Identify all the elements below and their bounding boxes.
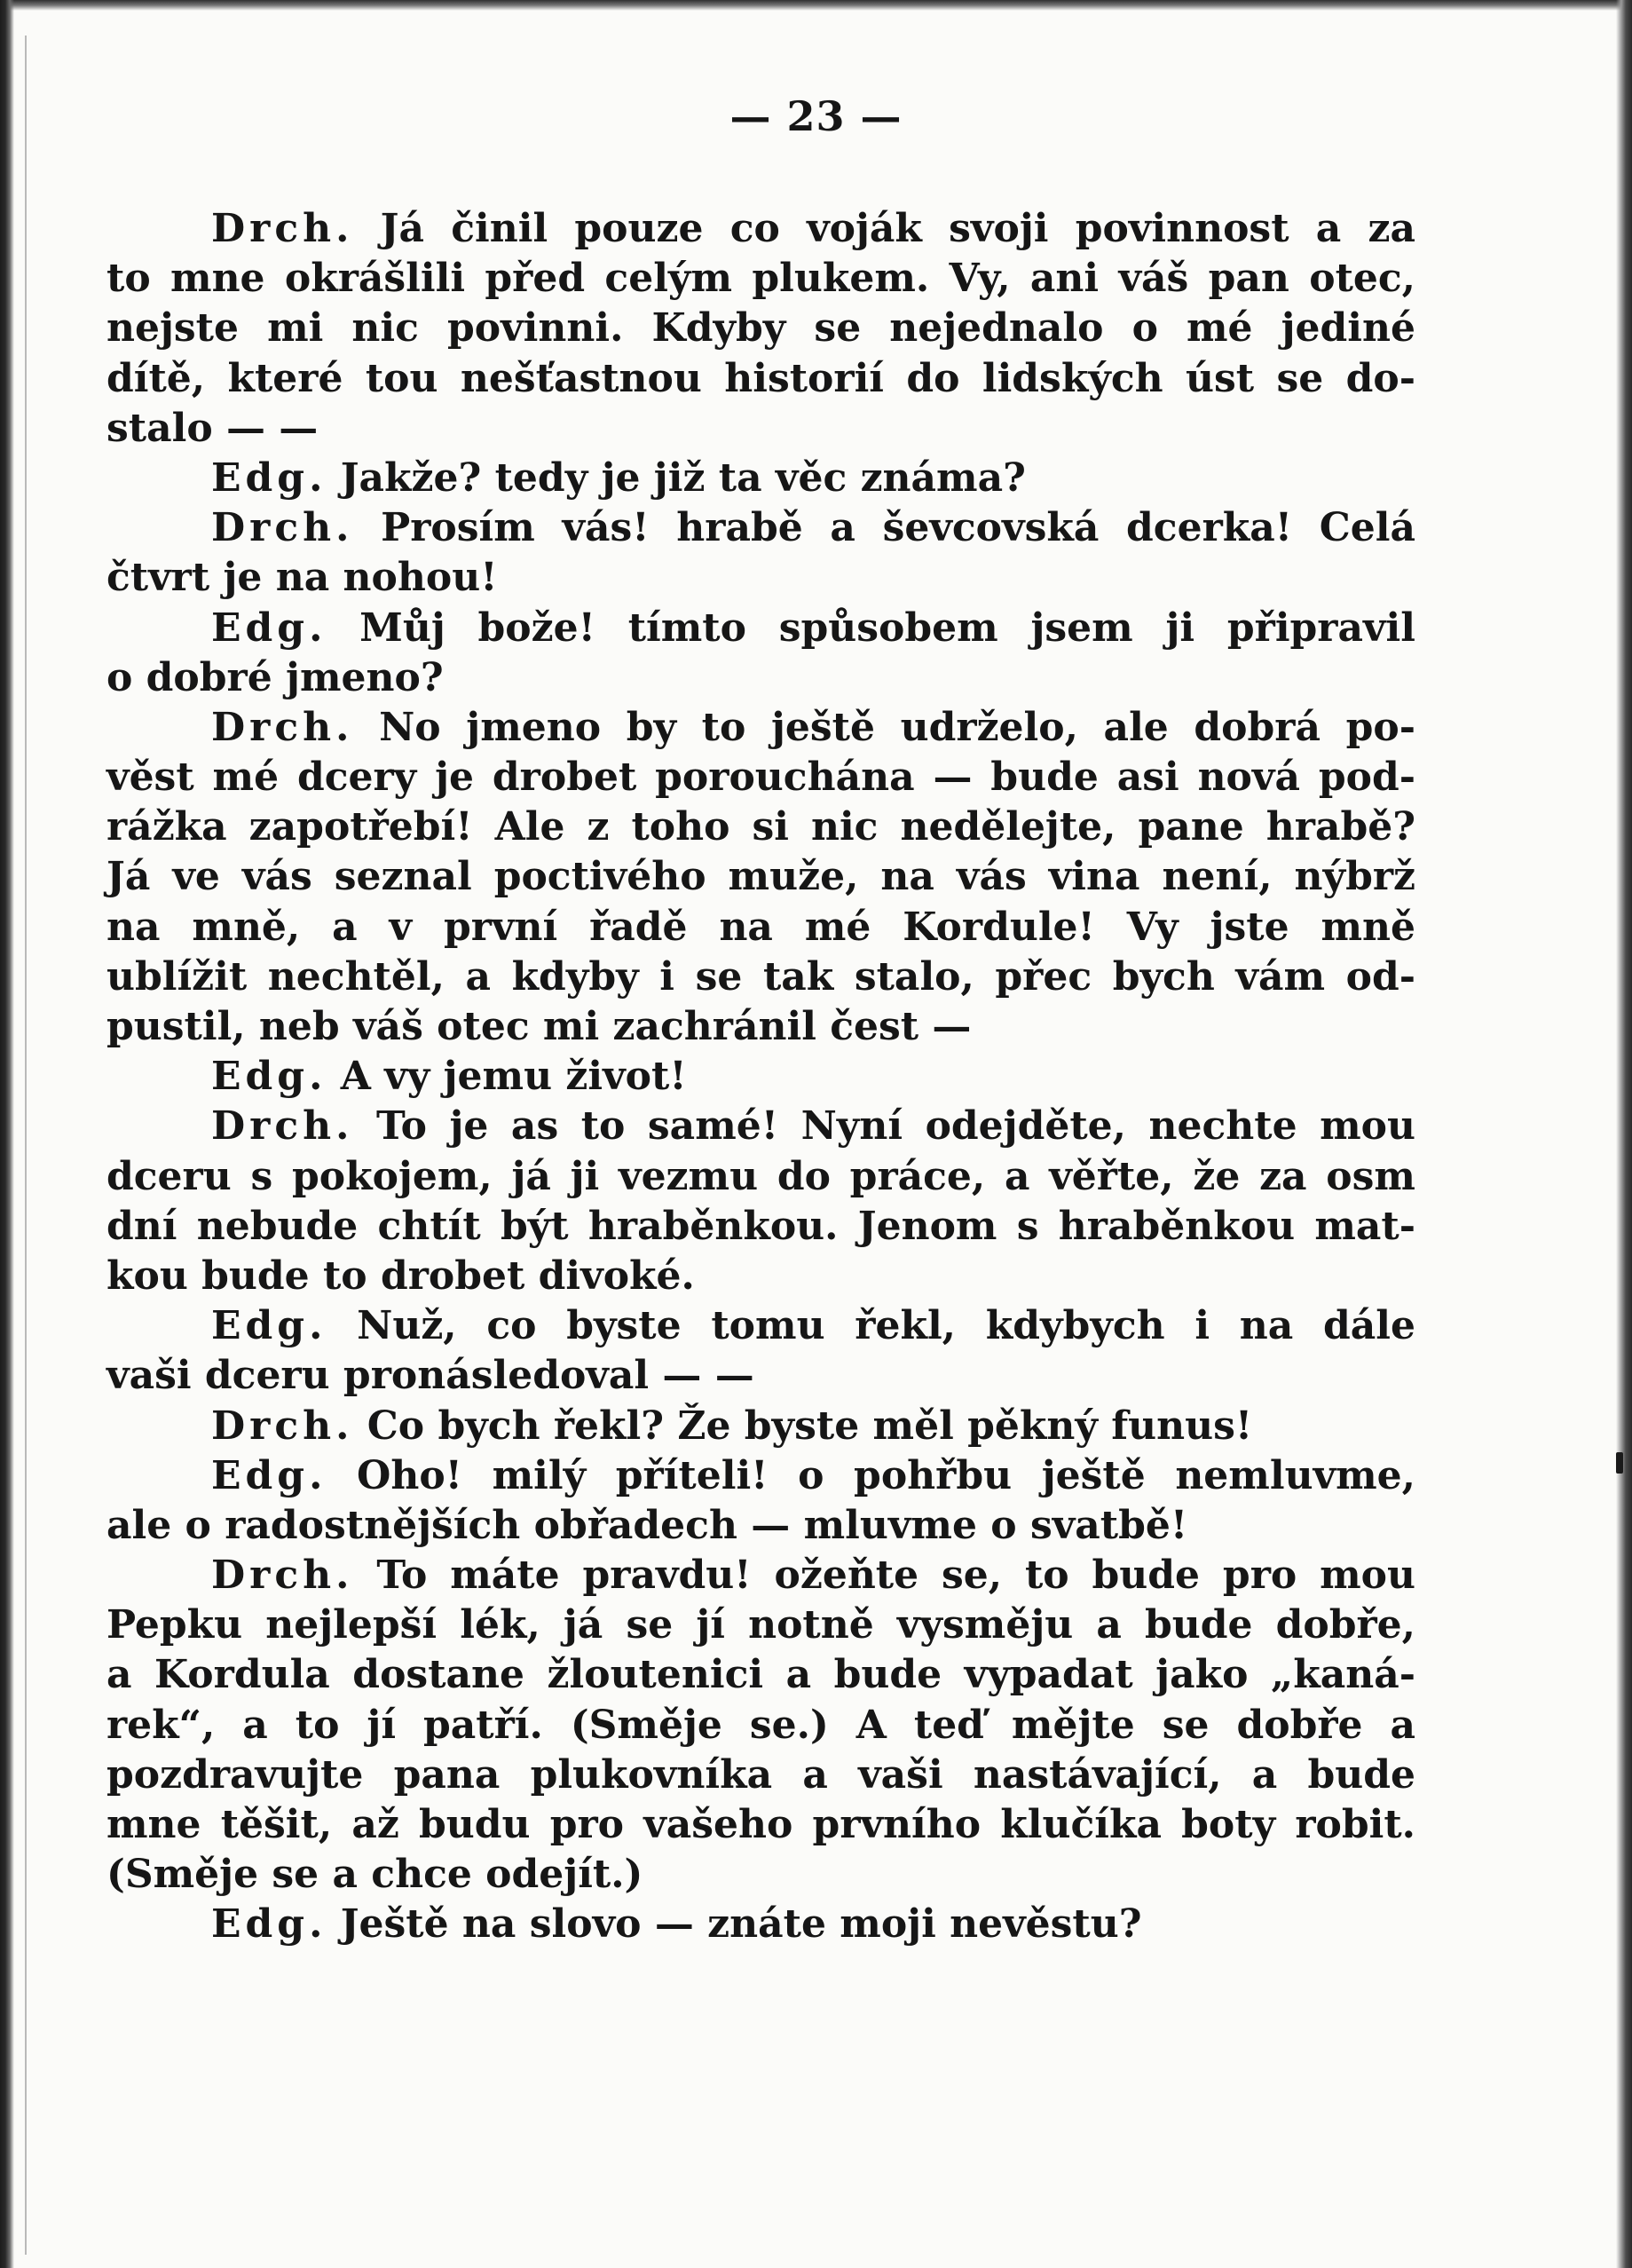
text-line [106,1351,1415,1401]
line-text: Jakže? tedy je již ta věc známa? [327,454,1026,501]
speaker-label: Edg. [211,1054,327,1100]
text-line [106,653,1415,703]
text-line [106,1152,1415,1202]
speaker-label: Edg. [211,1901,327,1948]
text-line [106,1252,1415,1301]
line-text: na mně, a v první řadě na mé Kordule! Vy jste mně [106,904,1415,950]
speaker-label: Drch. [211,704,354,750]
line-text: čtvrt je na nohou! [106,555,498,601]
speaker-label: Drch. [211,1403,354,1449]
text-line [106,703,1415,753]
line-text: (Směje se a chce odejít.) [106,1852,643,1898]
text-line [106,1701,1415,1750]
text-line [106,1551,1415,1600]
text-line [106,1600,1415,1650]
line-text: kou bude to drobet divoké. [106,1253,695,1299]
line-text: Já činil pouze co voják svoji povinnost a za [353,206,1415,251]
text-line [106,952,1415,1002]
line-text: Ještě na slovo — znáte moji nevěstu? [327,1901,1142,1948]
line-text: Pepku nejlepší lék, já se jí notně vysměju a bude dobře, [106,1602,1415,1648]
line-text: vaši dceru pronásledoval — — [106,1353,754,1399]
line-text: dceru s pokojem, já ji vezmu do práce, a věřte, že za osm [106,1153,1415,1199]
text-line [106,1202,1415,1252]
line-text: A vy jemu život! [327,1054,687,1100]
text-line [106,304,1415,353]
text-line [106,354,1415,404]
page-number: — 23 — [729,92,903,140]
line-text: To máte pravdu! ožeňte se, to bude pro mou [353,1553,1415,1599]
line-text: Co bych řekl? Že byste měl pěkný funus! [353,1403,1253,1449]
line-text: stalo — — [106,405,319,451]
text-line [106,1002,1415,1052]
text-line [106,903,1415,952]
line-text: Oho! milý příteli! o pohřbu ještě nemluvme, [327,1452,1415,1498]
speaker-label: Drch. [211,1553,354,1599]
margin-ink-mark [1616,1452,1623,1474]
line-text: ublížit nechtěl, a kdyby i se tak stalo, přec bych vám od- [106,953,1415,1000]
speaker-label: Drch. [211,505,354,551]
text-line [106,1750,1415,1800]
line-text: rek“, a to jí patří. (Směje se.) A teď mějte se dobře a [106,1702,1415,1748]
line-text: Můj bože! tímto spůsobem jsem ji připravil [327,605,1415,651]
text-line [106,604,1415,653]
line-text: Já ve vás seznal poctivého muže, na vás vina není, nýbrž [106,854,1415,900]
speaker-label: Drch. [211,206,354,251]
text-line [106,1501,1415,1551]
text-line [106,1650,1415,1700]
speaker-label: Edg. [211,1452,327,1498]
text-line [106,802,1415,852]
speaker-label: Drch. [211,1103,354,1150]
text-line [106,503,1415,553]
line-text: dní nebude chtít být hraběnkou. Jenom s hraběnkou mat- [106,1203,1415,1249]
line-text: věst mé dcery je drobet porouchána — bude asi nová pod- [106,755,1415,801]
text-line [106,1800,1415,1850]
line-text: mne těšit, až budu pro vašeho prvního klučíka boty robit. [106,1802,1415,1847]
text-line [106,1900,1415,1949]
line-text: No jmeno by to ještě udrželo, ale dobrá po- [353,704,1415,750]
line-text: o dobré jmeno? [106,654,444,700]
line-text: pozdravujte pana plukovníka a vaši nastávající, a bude [106,1751,1415,1798]
line-text: ale o radostnějších obřadech — mluvme o svatbě! [106,1502,1188,1548]
text-line [106,404,1415,454]
text-line [106,204,1415,254]
text-line [106,1052,1415,1102]
scan-left-shadow [0,0,14,2268]
speaker-label: Edg. [211,605,327,651]
scan-right-shadow [1616,0,1632,2268]
speaker-label: Edg. [211,1303,327,1349]
text-line [106,1301,1415,1351]
text-line [106,553,1415,603]
line-text: Nuž, co byste tomu řekl, kdybych i na dále [327,1303,1415,1349]
line-text: nejste mi nic povinni. Kdyby se nejednalo o mé jediné [106,305,1415,352]
scan-left-rule [25,36,27,2255]
line-text: a Kordula dostane žloutenici a bude vypadat jako „kaná- [106,1652,1415,1698]
line-text: rážka zapotřebí! Ale z toho si nic nedělejte, pane hrabě? [106,804,1415,850]
line-text: Prosím vás! hrabě a ševcovská dcerka! Celá [353,505,1415,551]
text-line [106,753,1415,802]
dialogue-text [106,204,1415,1950]
speaker-label: Edg. [211,454,327,501]
line-text: to mne okrášlili před celým plukem. Vy, ani váš pan otec, [106,256,1415,302]
line-text: To je as to samé! Nyní odejděte, nechte mou [353,1103,1415,1150]
scan-top-shadow [0,0,1632,11]
text-line [106,1850,1415,1900]
text-line [106,1451,1415,1501]
line-text: dítě, které tou nešťastnou historií do lidských úst se do- [106,355,1415,401]
text-line [106,1102,1415,1151]
text-line [106,454,1415,503]
line-text: pustil, neb váš otec mi zachránil čest — [106,1004,972,1049]
text-line [106,1402,1415,1451]
text-line [106,254,1415,304]
text-line [106,852,1415,902]
